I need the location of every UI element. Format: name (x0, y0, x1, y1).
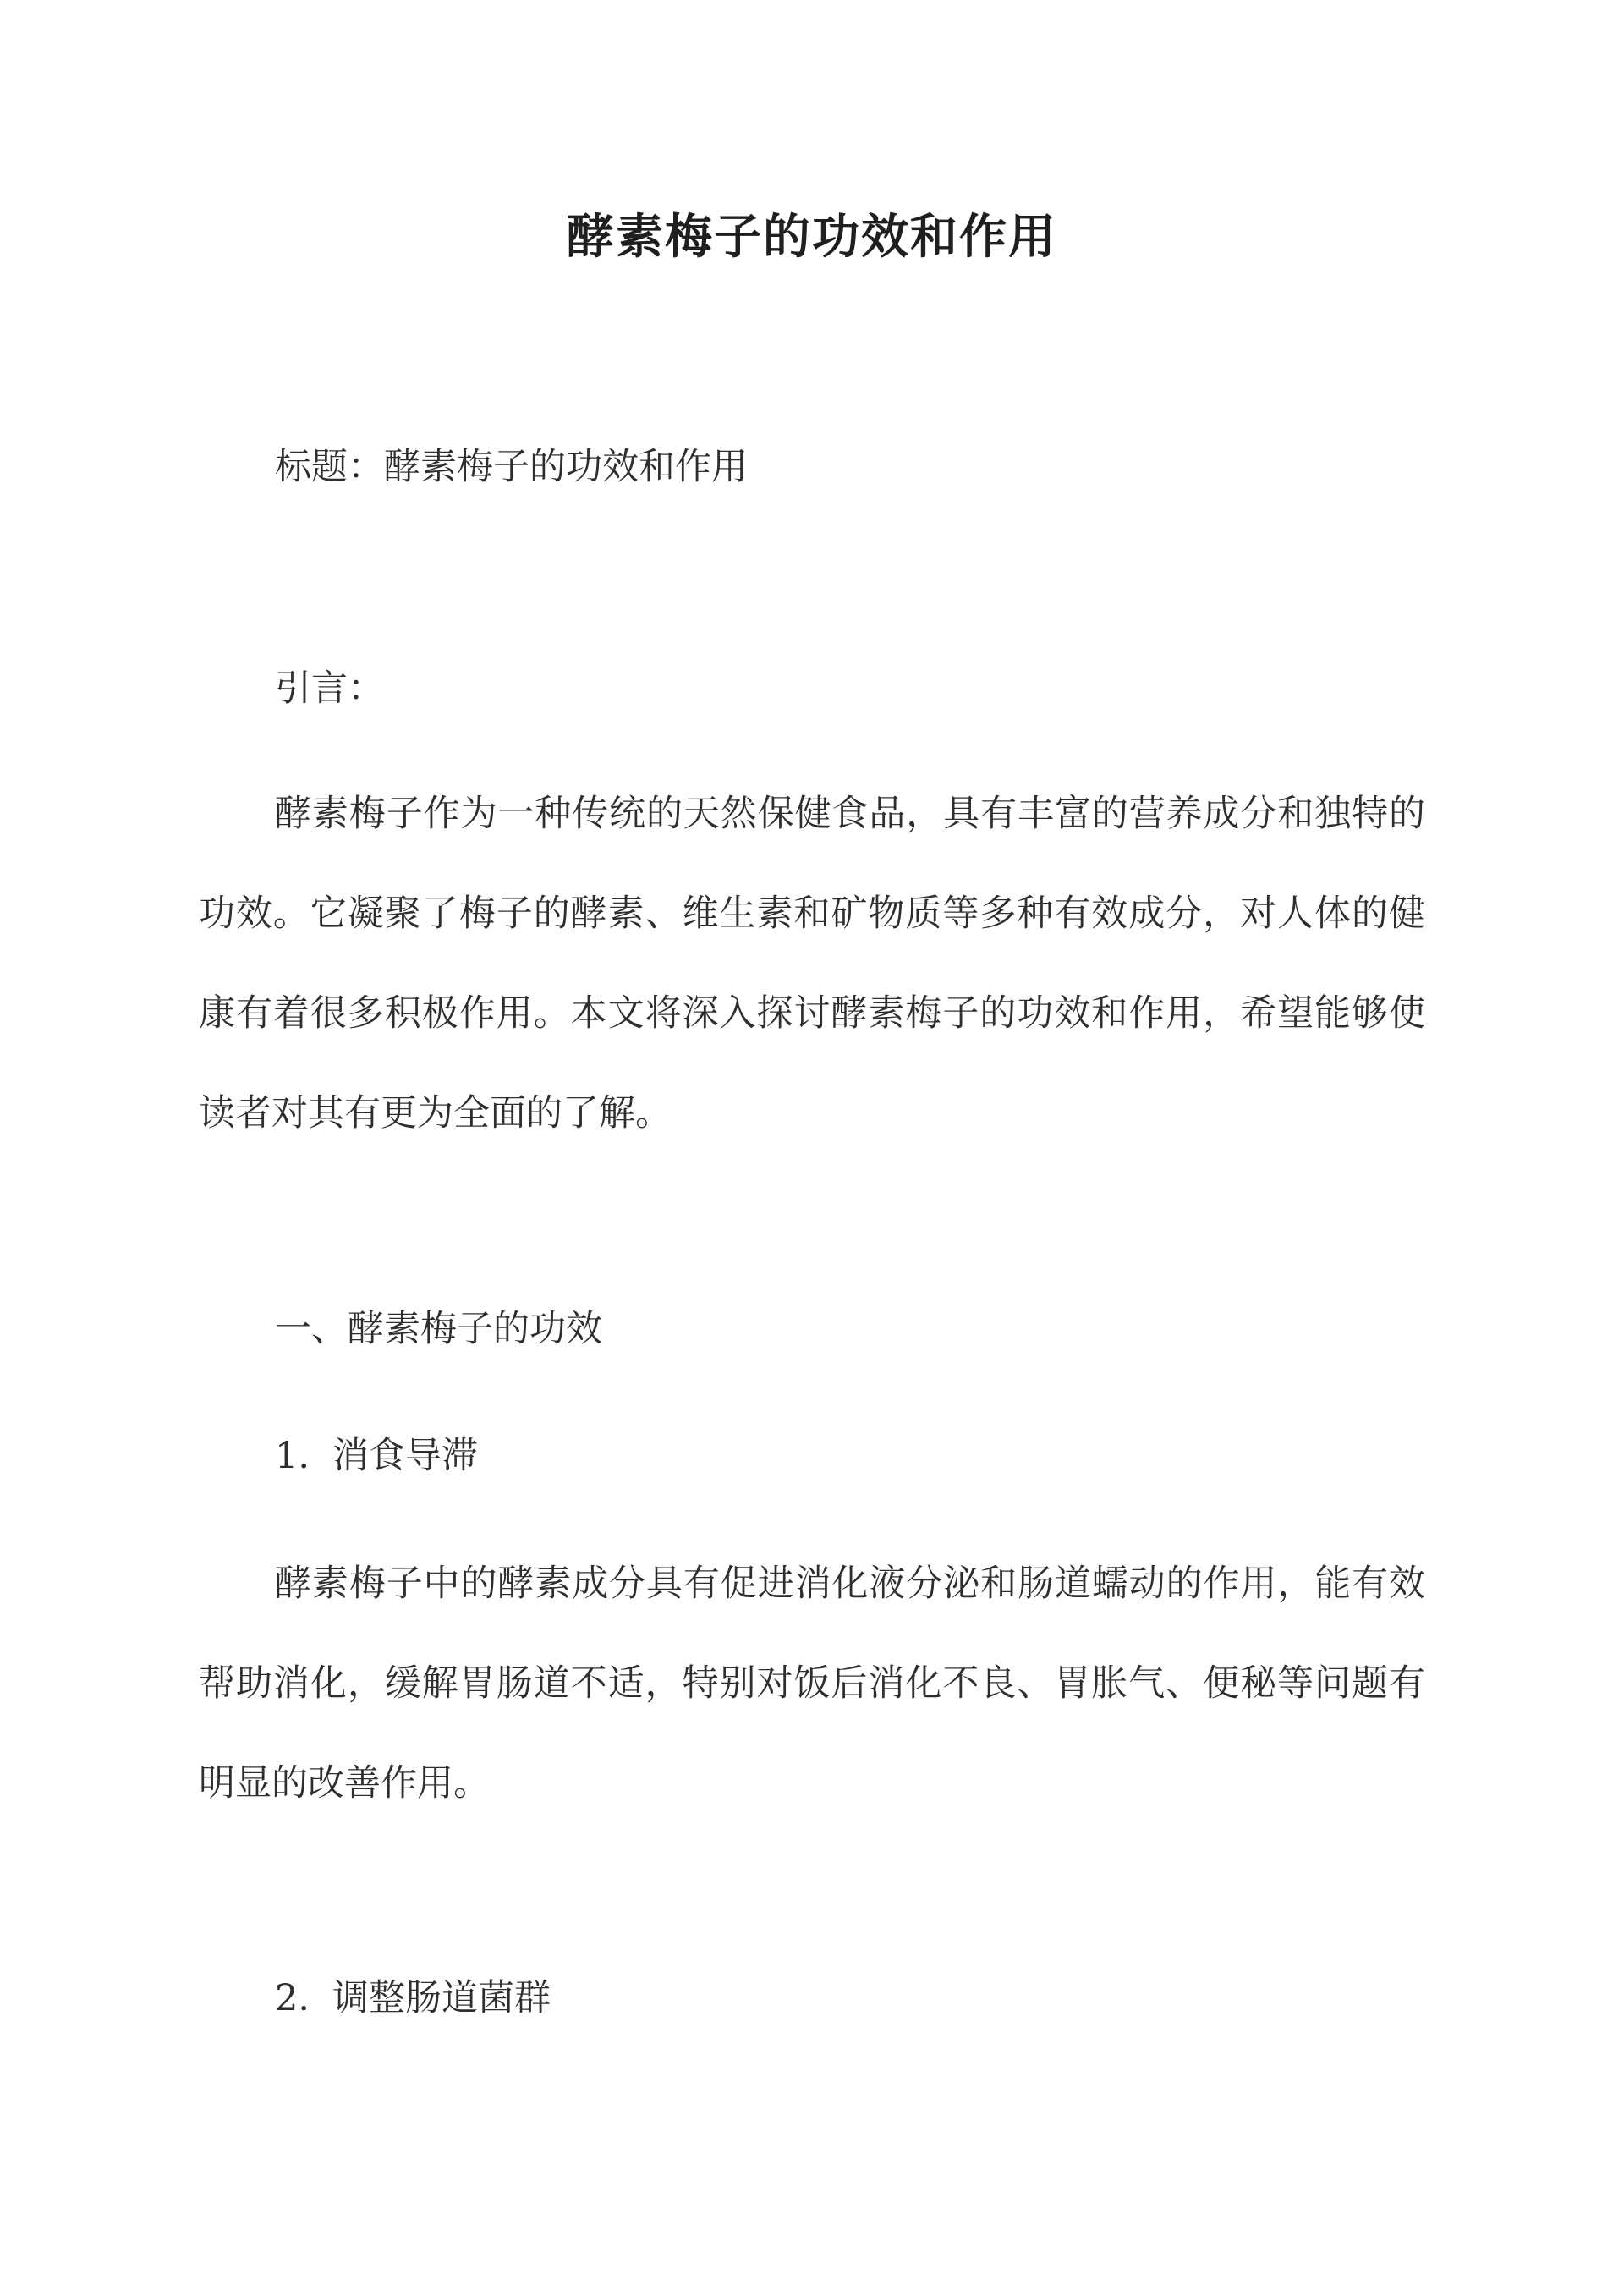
list-item-1-paragraph: 酵素梅子中的酵素成分具有促进消化液分泌和肠道蠕动的作用，能有效帮助消化，缓解胃肠道不适，特别对饭后消化不良、胃胀气、便秘等问题有明显的改善作用。 (199, 1563, 1425, 1804)
list-item-1-heading (275, 1432, 478, 1480)
intro-paragraph: 酵素梅子作为一种传统的天然保健食品，具有丰富的营养成分和独特的功效。它凝聚了梅子的酵素、维生素和矿物质等多种有效成分，对人体的健康有着很多积极作用。本文将深入探讨酵素梅子的功效和作用，希望能够使读者对其有更为全面的了解。 (199, 793, 1425, 1134)
intro-heading: 引言： (275, 667, 384, 710)
list-item-2-label: 调整肠道菌群 (332, 1977, 551, 2019)
list-item-1-number: 1. (275, 1435, 310, 1477)
document-title: 酵素梅子的功效和作用 (567, 209, 1057, 265)
section-one-heading: 一、酵素梅子的功效 (275, 1308, 602, 1350)
list-item-2-heading (275, 1975, 551, 2022)
list-item-2-number: 2. (275, 1977, 310, 2019)
subtitle-line: 标题：酵素梅子的功效和作用 (275, 446, 748, 488)
list-item-1-label: 消食导滞 (332, 1435, 478, 1477)
